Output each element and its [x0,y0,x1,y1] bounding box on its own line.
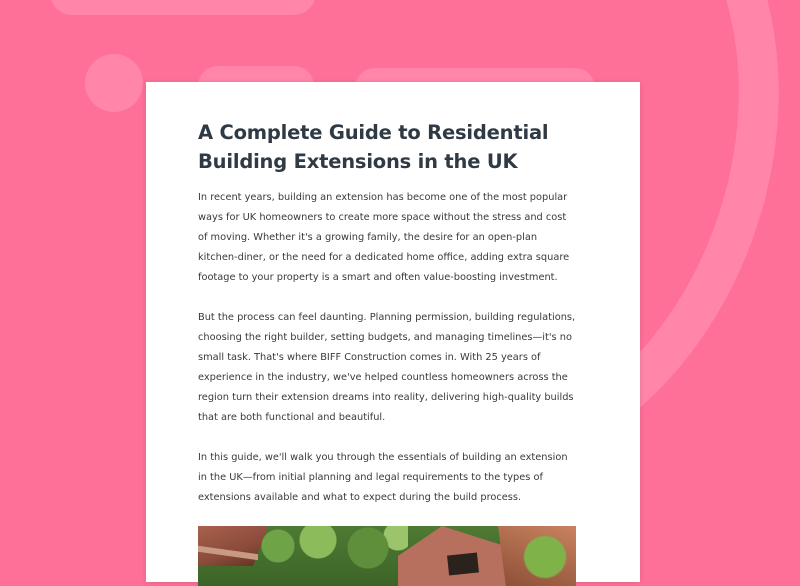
article-paragraph-guide: In this guide, we'll walk you through the essentials of building an extension in the UK—from initial planning and legal requirements to the types of extensions available and what to expect during the build process. [198,452,568,503]
decorative-pill-top [50,0,316,15]
hero-house-window [447,552,479,575]
article-paragraph-process: But the process can feel daunting. Planning permission, building regulations, choosing the right builder, setting budgets, and managing timelines—it's no small task. That's where BIFF Construction comes in. With 25 years of experience in the industry, we've helped countless homeowners across the region turn their extension dreams into reality, delivering high-quality builds that are both functional and beautiful. [198,312,576,423]
article-card [146,82,640,582]
article-title: A Complete Guide to Residential Building Extensions in the UK [198,121,549,173]
decorative-circle [85,54,143,112]
article-paragraph-intro: In recent years, building an extension has become one of the most popular ways for UK homeowners to create more space without the stress and cost of moving. Whether it's a growing family, the desire for an open-plan kitchen-diner, or the need for a dedicated home office, adding extra square footage to your property is a smart and often value-boosting investment. [198,192,570,283]
article-body [198,118,578,508]
article-hero-image [198,526,576,586]
hero-trees [258,526,408,586]
hero-palm [520,532,570,582]
